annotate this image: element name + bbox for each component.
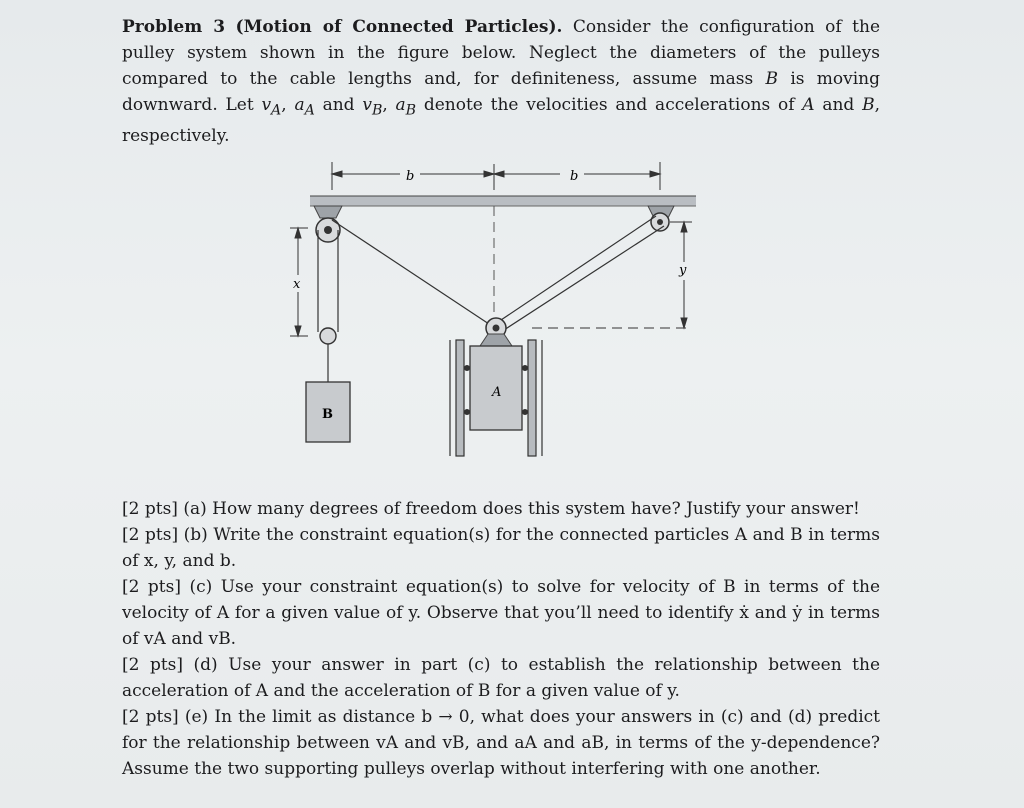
dimension-y: [532, 222, 692, 328]
problem-title: (Motion of Connected Particles).: [235, 17, 563, 37]
pulley-figure: [260, 150, 720, 470]
var-vA: $v_A$: [261, 95, 282, 119]
cables: [318, 216, 664, 332]
question-d: [2 pts] (d) Use your answer in part (c) to establish the relationship between the acceleration of A and the acceleration of B for a given value of y.: [122, 655, 881, 701]
label-b-right: b: [570, 169, 579, 184]
label-B: B: [322, 407, 333, 422]
question-e: [2 pts] (e) In the limit as distance b → 0, what does your answers in (c) and (d) predict for the relationship between vA and vB, and aA and aB, in terms of the y-dependence? Assume the two supporting pulleys overlap without interfering with one another.: [122, 707, 881, 779]
label-x: x: [293, 277, 301, 292]
problem-statement: Problem 3 (Motion of Connected Particles). Consider the configuration of the pulley system shown in the figure below. Neglect the diameters of the pulleys compared to the cable lengths and, for definiteness, assume mass B is moving downward. Let $v_A$, $a_A$ and $v_B$, $a_B$ denote the velocities and accelerations of A and B, respectively.: [122, 17, 881, 147]
label-b-left: b: [406, 169, 415, 184]
var-vB: $v_B$: [362, 95, 383, 119]
problem-text-1: Consider the configuration of the pulley system shown in the figure below. Neglect the diameters of the pulleys compared to the cable lengths and, for definiteness, assume mass: [122, 17, 881, 89]
problem-text-4: , respectively.: [122, 95, 880, 147]
var-aB: $a_B$: [395, 95, 417, 119]
problem-text-3: denote the velocities and accelerations of: [416, 95, 803, 115]
lower-pulley: [320, 328, 336, 344]
problem-text-2: is moving downward. Let: [122, 69, 881, 115]
question-list: [122, 496, 880, 782]
problem-number: Problem 3: [122, 17, 226, 37]
question-b: [2 pts] (b) Write the constraint equation(s) for the connected particles A and B in terms of x, y, and b.: [122, 525, 881, 571]
ceiling-beam: [310, 196, 696, 206]
var-B: B: [765, 69, 779, 89]
var-aA: $a_A$: [294, 95, 315, 119]
question-c: [2 pts] (c) Use your constraint equation(s) to solve for velocity of B in terms of the velocity of A for a given value of y. Observe that you’ll need to identify ẋ and ẏ in terms of vA and vB.: [122, 577, 881, 649]
label-y: y: [679, 263, 687, 278]
label-A: A: [492, 385, 502, 400]
question-a: [2 pts] (a) How many degrees of freedom does this system have? Justify your answer!: [122, 499, 860, 519]
dimension-b: [332, 162, 660, 190]
